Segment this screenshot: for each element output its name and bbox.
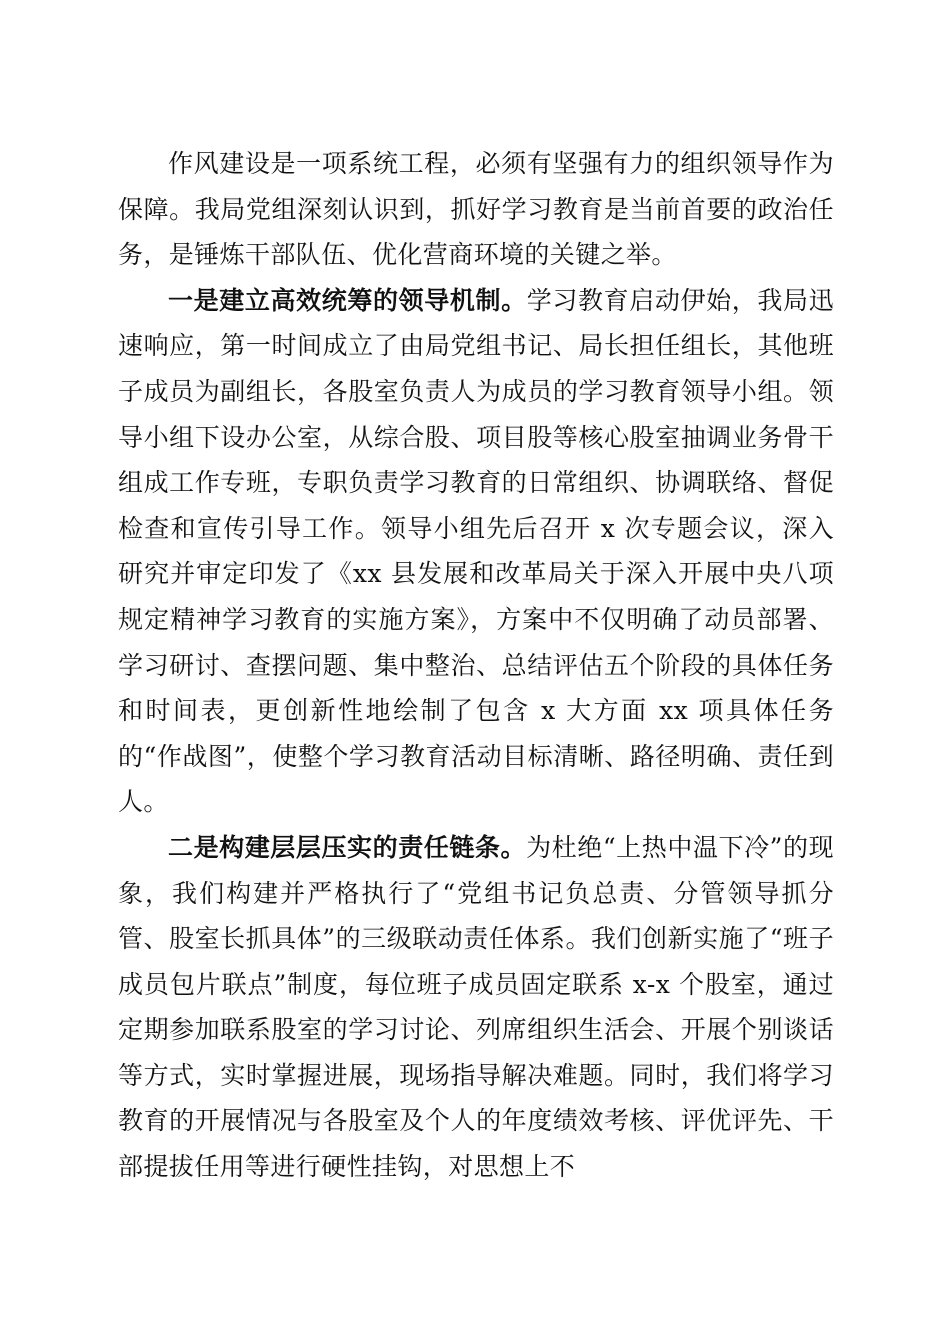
paragraph-responsibility-chain [118, 825, 834, 1190]
document-body [118, 141, 834, 1190]
paragraph-text: 学习教育启动伊始，我局迅速响应，第一时间成立了由局党组书记、局长担任组长，其他班子成员为副组长，各股室负责人为成员的学习教育领导小组。领导小组下设办公室，从综合股、项目股等核心股室抽调业务骨干组成工作专班，专职负责学习教育的日常组织、协调联络、督促检查和宣传引导工作。领导小组先后召开 x 次专题会议，深入研究并审定印发了《xx 县发展和改革局关于深入开展中央八项规定精神学习教育的实施方案》，方案中不仅明确了动员部署、学习研讨、查摆问题、集中整治、总结评估五个阶段的具体任务和时间表，更创新性地绘制了包含 x 大方面 xx 项具体任务的“作战图”，使整个学习教育活动目标清晰、路径明确、责任到人。 [118, 285, 834, 817]
paragraph-lead-heading: 一是建立高效统筹的领导机制。 [168, 285, 527, 315]
paragraph-text: 为杜绝“上热中温下冷”的现象，我们构建并严格执行了“党组书记负总责、分管领导抓分管、股室长抓具体”的三级联动责任体系。我们创新实施了“班子成员包片联点”制度，每位班子成员固定联系 x-x 个股室，通过定期参加联系股室的学习讨论、列席组织生活会、开展个别谈话等方式，实时掌握进展，现场指导解决难题。同时，我们将学习教育的开展情况与各股室及个人的年度绩效考核、评优评先、干部提拔任用等进行硬性挂钩，对思想上不 [118, 832, 834, 1182]
paragraph-intro [118, 141, 834, 278]
paragraph-leadership-mechanism [118, 278, 834, 825]
paragraph-lead-heading: 二是构建层层压实的责任链条。 [168, 832, 527, 862]
paragraph-text: 作风建设是一项系统工程，必须有坚强有力的组织领导作为保障。我局党组深刻认识到，抓好学习教育是当前首要的政治任务，是锤炼干部队伍、优化营商环境的关键之举。 [118, 149, 834, 270]
